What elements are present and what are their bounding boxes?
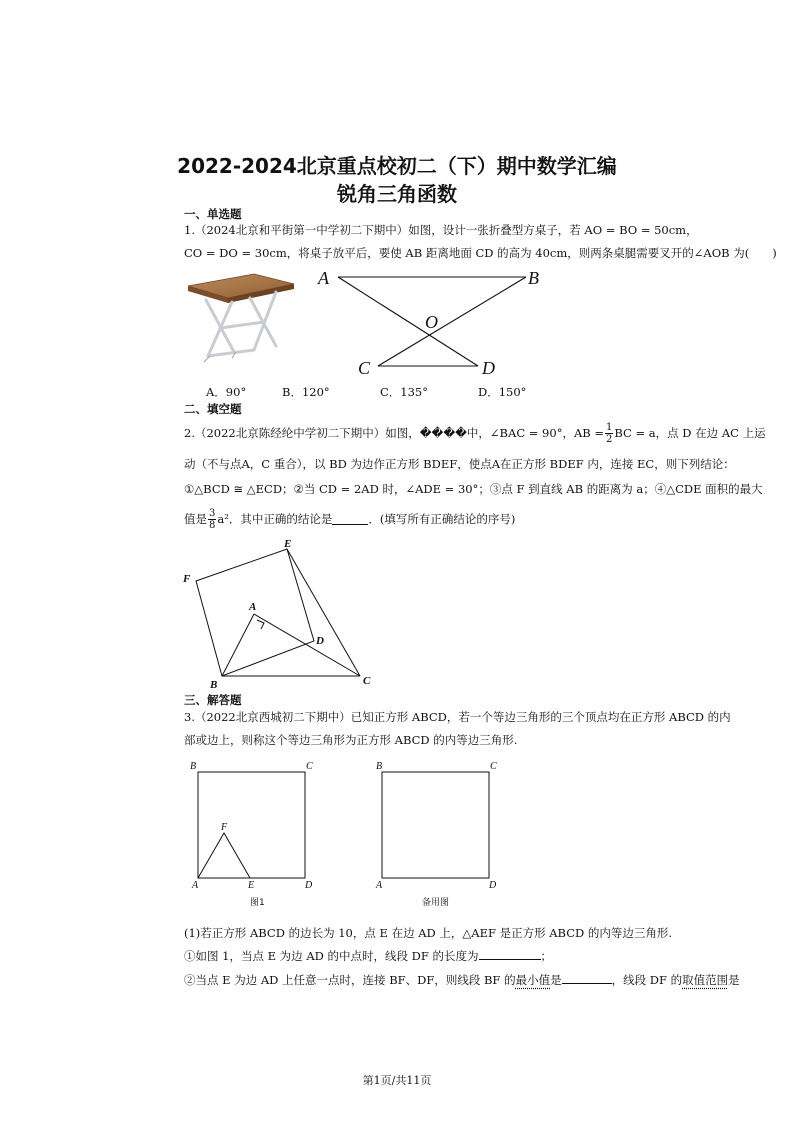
square-abcd <box>198 772 305 878</box>
q3-line1: 3.（2022北京西城初二下期中）已知正方形 ABCD，若一个等边三角形的三个顶点均在正方形 ABCD 的内 <box>184 710 731 724</box>
q3-df-length-blank[interactable] <box>479 949 541 960</box>
label-c: C <box>490 761 497 772</box>
q2-line4-end: ．(填写所有正确结论的序号) <box>368 512 516 526</box>
document-title: 2022-2024北京重点校初二（下）期中数学汇编 <box>177 154 617 178</box>
square-abcd-spare <box>382 772 489 878</box>
q2-line1-end: BC = a，点 D 在边 AC 上运 <box>614 426 766 440</box>
q1-option-b[interactable]: B．120° <box>282 385 330 399</box>
label-c: C <box>306 761 313 772</box>
label-c: C <box>363 675 371 687</box>
q3-figure-1 <box>186 758 326 908</box>
label-b: B <box>528 268 539 288</box>
q2-line1 <box>184 418 766 448</box>
q1-option-a[interactable]: A．90° <box>206 385 247 399</box>
label-b: B <box>190 761 197 772</box>
q3-bf-min-blank[interactable] <box>562 973 612 984</box>
section-heading-fill-blank: 二、填空题 <box>184 402 242 416</box>
label-a: A <box>192 880 199 891</box>
q3-spare-figure <box>370 758 510 908</box>
segment-ac <box>254 614 360 676</box>
q2-line4 <box>184 504 515 534</box>
label-e: E <box>284 540 292 550</box>
q2-garbled-text: ���� <box>419 426 467 440</box>
q3-part1: (1)若正方形 ABCD 的边长为 10，点 E 在边 AD 上，△AEF 是正方形 ABCD 的内等边三角形. <box>184 926 673 940</box>
q2-line4-mid: a²．其中正确的结论是 <box>217 512 333 526</box>
label-b: B <box>210 679 218 691</box>
label-o: O <box>425 312 438 332</box>
figure-1-caption: 图1 <box>250 898 265 908</box>
section-heading-single-choice: 一、单选题 <box>184 207 242 221</box>
right-angle-mark <box>257 620 264 629</box>
q3-line2: 部或边上，则称这个等边三角形为正方形 ABCD 的内等边三角形. <box>184 733 518 747</box>
label-a: A <box>318 268 329 288</box>
label-a: A <box>376 880 383 891</box>
segment-bc <box>378 277 526 366</box>
q2-line3: ①△BCD ≅ △ECD；②当 CD = 2AD 时，∠ADE = 30°；③点 F 到直线 AB 的距离为 a；④△CDE 面积的最大 <box>184 482 763 496</box>
q1-line2: CO = DO = 30cm，将桌子放平后，要使 AB 距离地面 CD 的高为 40cm，则两条桌腿需要叉开的∠AOB 为( ) <box>184 246 777 260</box>
q1-option-c[interactable]: C．135° <box>380 385 428 399</box>
label-d: D <box>305 880 313 891</box>
q2-line4-intro: 值是 <box>184 512 207 526</box>
q2-answer-blank[interactable] <box>332 514 368 525</box>
page-footer: 第1页/共11页 <box>362 1074 432 1087</box>
label-d: D <box>316 635 324 647</box>
q3-part1-ii: ②当点 E 为边 AD 上任意一点时，连接 BF、DF，则线段 BF 的最小值是 ，线段 DF 的取值范围是 <box>184 973 740 987</box>
label-d: D <box>489 880 497 891</box>
q3-part1-i: ①如图 1，当点 E 为边 AD 的中点时，线段 DF 的长度为 ； <box>184 949 553 963</box>
segment-ad <box>338 277 478 366</box>
label-b: B <box>376 761 383 772</box>
q1-geometry-figure <box>310 262 550 380</box>
q2-line1-intro: 2.（2022北京陈经纶中学初二下期中）如图， <box>184 426 420 440</box>
q1-option-d[interactable]: D．150° <box>478 385 527 399</box>
q2-line1-mid: 中，∠BAC = 90°，AB = <box>466 426 604 440</box>
document-subtitle: 锐角三角函数 <box>337 182 457 206</box>
triangle-aef <box>198 833 250 878</box>
segment-ab <box>222 614 254 676</box>
fraction-three-eighths: $\frac{3}{8}$ <box>209 507 216 531</box>
section-heading-solution: 三、解答题 <box>184 693 242 707</box>
folding-table-photo <box>184 272 296 368</box>
label-a: A <box>249 601 257 613</box>
label-c: C <box>358 358 371 378</box>
q2-geometry-figure <box>180 540 380 692</box>
label-f: F <box>183 573 191 585</box>
label-e: E <box>248 880 255 891</box>
segment-ec <box>287 549 360 676</box>
q2-line2: 动（不与点A，C 重合），以 BD 为边作正方形 BDEF，使点A在正方形 BDEF 内，连接 EC，则下列结论： <box>184 457 735 471</box>
spare-figure-caption: 备用图 <box>422 898 450 908</box>
q1-line1: 1.（2024北京和平街第一中学初二下期中）如图，设计一张折叠型方桌子，若 AO = BO = 50cm， <box>184 223 698 237</box>
label-f: F <box>221 822 228 833</box>
fraction-one-half: $\frac{1}{2}$ <box>606 421 613 445</box>
label-d: D <box>482 358 495 378</box>
